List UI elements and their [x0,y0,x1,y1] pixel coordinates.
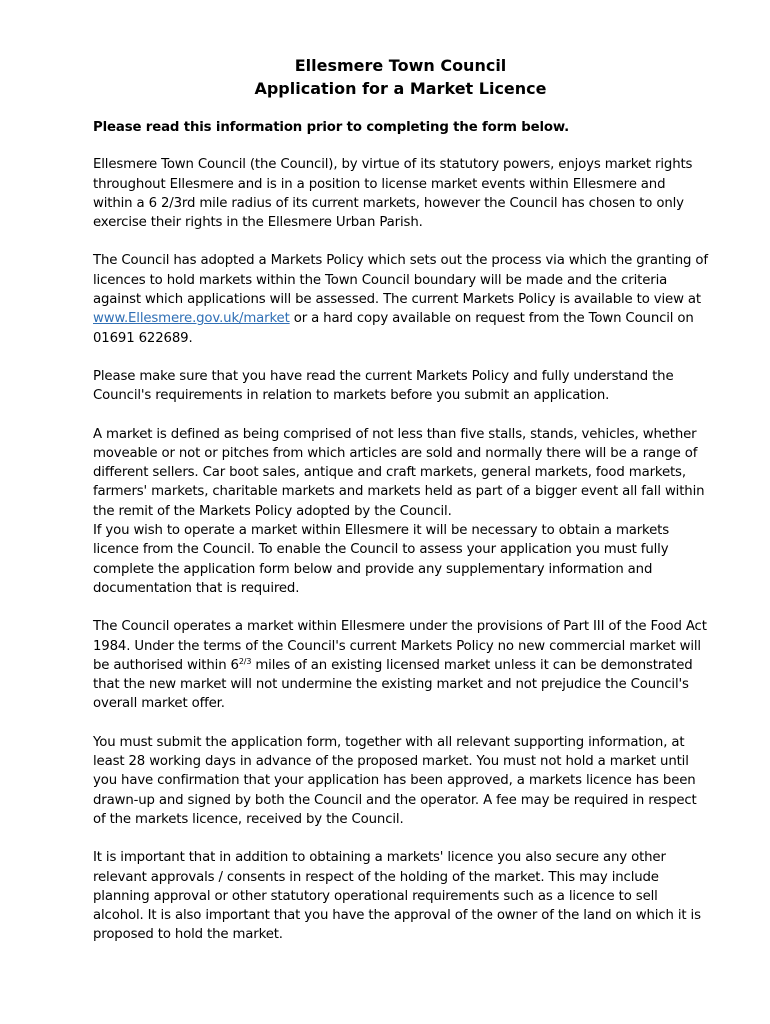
document-page [93,54,708,945]
paragraph-submission-deadline: You must submit the application form, together with all relevant supporting information, at least 28 working days in advance of the proposed market. You must not hold a market until you have confirmation that your application has been approved, a markets licence has been drawn-up and signed by both the Council and the operator. A fee may be required in respect of the markets licence, received by the Council. [93,734,697,827]
paragraph-licence-required: If you wish to operate a market within Ellesmere it will be necessary to obtain a markets licence from the Council. To enable the Council to assess your application you must fully complete the application form below and provide any supplementary information and documentation that is required. [93,523,670,596]
policy-text-start: The Council has adopted a Markets Policy which sets out the process via which the granting of licences to hold markets within the Town Council boundary will be made and the criteria against which applications will be assessed. The current Markets Policy is available to view at [93,253,708,308]
intro-instruction: Please read this information prior to completing the form below. [93,120,570,135]
food-act-text-start: The Council operates a market within Ellesmere under the provisions of Part III of the Food Act 1984. Under the terms of the Council's current Markets Policy no new commercial market will be authorised within 6 [93,619,707,673]
markets-policy-link[interactable]: www.Ellesmere.gov.uk/market [93,311,290,327]
food-act-text-end: miles of an existing licensed market unless it can be demonstrated that the new market will not undermine the existing market and not prejudice the Council's overall market offer. [93,657,693,712]
paragraph-market-definition: A market is defined as being comprised of not less than five stalls, stands, vehicles, whether moveable or not or pitches from which articles are sold and normally there will be a range of different sellers. Car boot sales, antique and craft markets, general markets, food markets, farmers' markets, charitable markets and markets held as part of a bigger event all fall within the remit of the Markets Policy adopted by the Council. [93,426,705,519]
paragraph-market-rights: Ellesmere Town Council (the Council), by virtue of its statutory powers, enjoys market rights throughout Ellesmere and is in a position to license market events within Ellesmere and within a 6 2/3rd mile radius of its current markets, however the Council has chosen to only exercise their rights in the Ellesmere Urban Parish. [93,157,693,231]
fraction-superscript: 2/3 [238,656,252,666]
paragraph-food-act [93,617,708,713]
form-title-heading: Application for a Market Licence [254,79,547,98]
policy-text-end: or a hard copy available on request from the Town Council on 01691 622689. [93,311,694,346]
paragraph-markets-policy [93,251,708,347]
paragraph-other-approvals: It is important that in addition to obtaining a markets' licence you also secure any other relevant approvals / consents in respect of the holding of the market. This may include planning approval or other statutory operational requirements such as a licence to sell alcohol. It is also important that you have the approval of the owner of the land on which it is proposed to hold the market. [93,850,701,943]
council-name-heading: Ellesmere Town Council [294,56,507,75]
document-title [93,54,708,100]
paragraph-read-policy: Please make sure that you have read the current Markets Policy and fully understand the Council's requirements in relation to markets before you submit an application. [93,368,674,404]
